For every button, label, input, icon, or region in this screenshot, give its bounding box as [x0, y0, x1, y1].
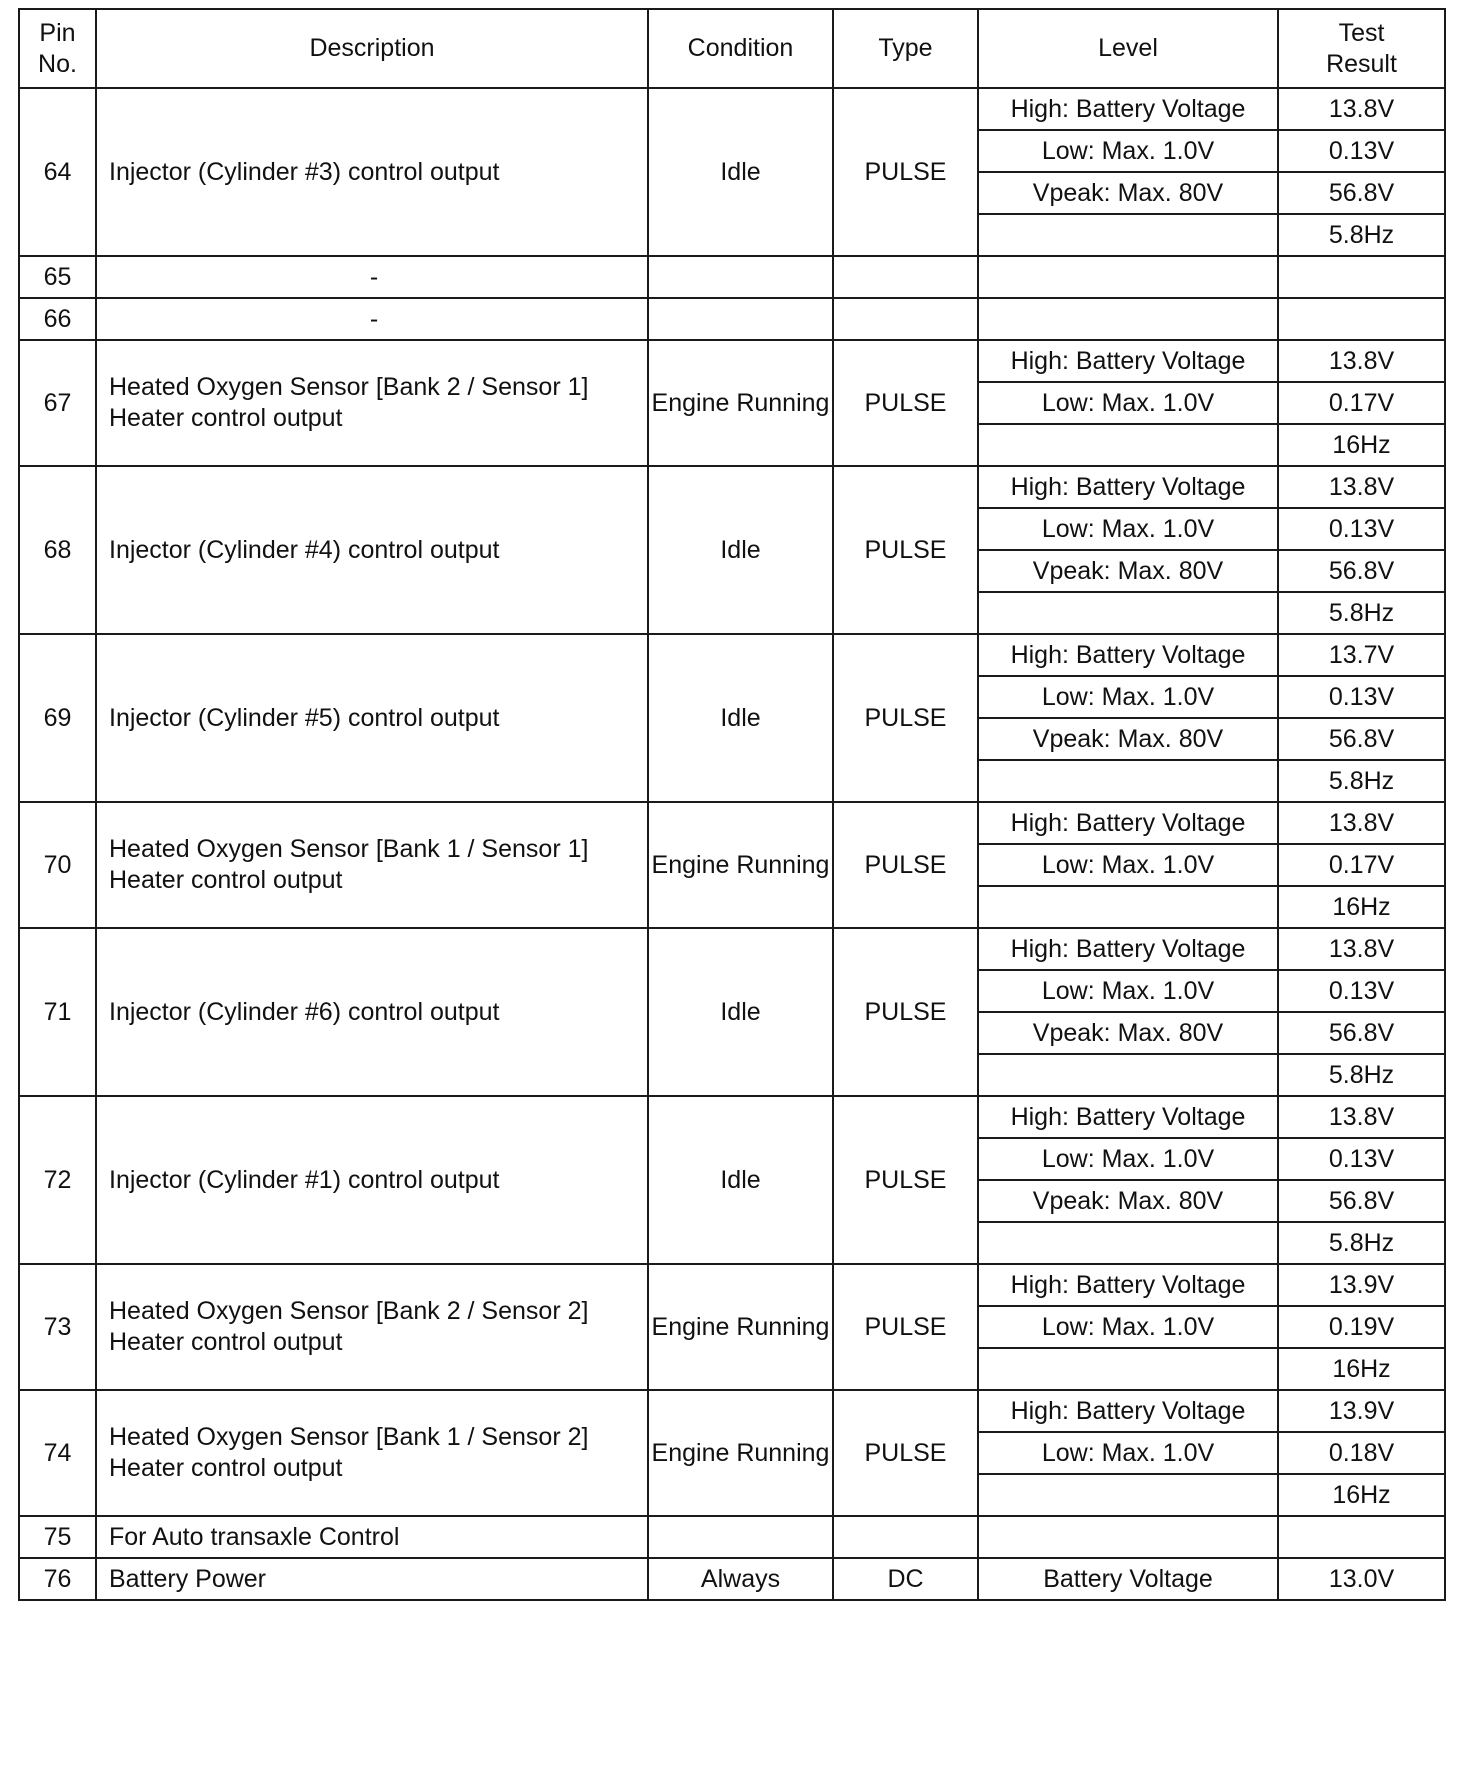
description-cell: Battery Power	[96, 1558, 648, 1600]
test-result-cell: 16Hz	[1278, 424, 1445, 466]
condition-cell: Engine Running	[648, 1264, 833, 1390]
level-cell: Low: Max. 1.0V	[978, 130, 1278, 172]
description-cell: Injector (Cylinder #5) control output	[96, 634, 648, 802]
pin-cell: 68	[19, 466, 96, 634]
table-row	[19, 802, 1445, 844]
level-cell: Vpeak: Max. 80V	[978, 172, 1278, 214]
test-result-cell: 13.8V	[1278, 802, 1445, 844]
level-cell	[978, 1054, 1278, 1096]
level-cell	[978, 592, 1278, 634]
type-cell	[833, 298, 978, 340]
pin-cell: 76	[19, 1558, 96, 1600]
level-cell: High: Battery Voltage	[978, 928, 1278, 970]
table-body	[19, 88, 1445, 1600]
description-cell: -	[96, 256, 648, 298]
table-row	[19, 256, 1445, 298]
table-header	[19, 9, 1445, 88]
level-cell: High: Battery Voltage	[978, 802, 1278, 844]
pin-cell: 74	[19, 1390, 96, 1516]
test-result-cell: 0.13V	[1278, 676, 1445, 718]
description-cell: Heated Oxygen Sensor [Bank 1 / Sensor 2] Heater control output	[96, 1390, 648, 1516]
level-cell: High: Battery Voltage	[978, 1390, 1278, 1432]
level-cell: High: Battery Voltage	[978, 634, 1278, 676]
test-result-cell: 0.13V	[1278, 1138, 1445, 1180]
pin-cell: 75	[19, 1516, 96, 1558]
test-result-cell: 5.8Hz	[1278, 1222, 1445, 1264]
description-cell: Injector (Cylinder #3) control output	[96, 88, 648, 256]
condition-cell: Idle	[648, 466, 833, 634]
pin-cell: 70	[19, 802, 96, 928]
test-result-cell: 5.8Hz	[1278, 1054, 1445, 1096]
level-cell: Low: Max. 1.0V	[978, 508, 1278, 550]
test-result-cell: 0.13V	[1278, 508, 1445, 550]
condition-cell: Engine Running	[648, 802, 833, 928]
level-cell: Low: Max. 1.0V	[978, 382, 1278, 424]
table-row	[19, 1264, 1445, 1306]
condition-cell: Engine Running	[648, 1390, 833, 1516]
level-cell: Low: Max. 1.0V	[978, 844, 1278, 886]
pin-cell: 69	[19, 634, 96, 802]
test-result-cell: 16Hz	[1278, 886, 1445, 928]
test-result-cell: 16Hz	[1278, 1348, 1445, 1390]
description-cell: Heated Oxygen Sensor [Bank 2 / Sensor 1] Heater control output	[96, 340, 648, 466]
condition-cell: Idle	[648, 1096, 833, 1264]
test-result-cell: 0.13V	[1278, 970, 1445, 1012]
level-cell	[978, 298, 1278, 340]
test-result-cell: 5.8Hz	[1278, 214, 1445, 256]
pin-cell: 67	[19, 340, 96, 466]
level-cell: Low: Max. 1.0V	[978, 1432, 1278, 1474]
test-result-cell: 56.8V	[1278, 550, 1445, 592]
level-cell: High: Battery Voltage	[978, 1264, 1278, 1306]
level-cell	[978, 424, 1278, 466]
description-cell: -	[96, 298, 648, 340]
table-row	[19, 340, 1445, 382]
type-cell: PULSE	[833, 634, 978, 802]
pin-cell: 73	[19, 1264, 96, 1390]
level-cell: Vpeak: Max. 80V	[978, 1012, 1278, 1054]
condition-cell: Idle	[648, 928, 833, 1096]
description-cell: For Auto transaxle Control	[96, 1516, 648, 1558]
level-cell	[978, 1348, 1278, 1390]
header-test-result: Test Result	[1278, 9, 1445, 88]
table-row	[19, 634, 1445, 676]
condition-cell	[648, 1516, 833, 1558]
test-result-cell: 13.0V	[1278, 1558, 1445, 1600]
level-cell: Low: Max. 1.0V	[978, 1138, 1278, 1180]
condition-cell: Always	[648, 1558, 833, 1600]
test-result-cell: 56.8V	[1278, 718, 1445, 760]
type-cell: PULSE	[833, 1264, 978, 1390]
level-cell	[978, 256, 1278, 298]
header-type: Type	[833, 9, 978, 88]
table-row	[19, 466, 1445, 508]
level-cell: Vpeak: Max. 80V	[978, 1180, 1278, 1222]
description-cell: Injector (Cylinder #4) control output	[96, 466, 648, 634]
description-cell: Injector (Cylinder #1) control output	[96, 1096, 648, 1264]
condition-cell: Idle	[648, 88, 833, 256]
type-cell: PULSE	[833, 802, 978, 928]
test-result-cell: 13.8V	[1278, 88, 1445, 130]
test-result-cell: 5.8Hz	[1278, 760, 1445, 802]
test-result-cell: 56.8V	[1278, 1180, 1445, 1222]
table-row	[19, 88, 1445, 130]
test-result-cell: 13.8V	[1278, 466, 1445, 508]
level-cell: Low: Max. 1.0V	[978, 676, 1278, 718]
pin-cell: 72	[19, 1096, 96, 1264]
type-cell: PULSE	[833, 340, 978, 466]
test-result-cell: 16Hz	[1278, 1474, 1445, 1516]
table-row	[19, 1096, 1445, 1138]
test-result-cell: 56.8V	[1278, 1012, 1445, 1054]
test-result-cell	[1278, 1516, 1445, 1558]
type-cell: DC	[833, 1558, 978, 1600]
test-result-cell: 0.19V	[1278, 1306, 1445, 1348]
test-result-cell: 5.8Hz	[1278, 592, 1445, 634]
table-row	[19, 1390, 1445, 1432]
level-cell	[978, 760, 1278, 802]
type-cell: PULSE	[833, 466, 978, 634]
level-cell: Low: Max. 1.0V	[978, 1306, 1278, 1348]
type-cell	[833, 1516, 978, 1558]
type-cell: PULSE	[833, 1096, 978, 1264]
type-cell: PULSE	[833, 928, 978, 1096]
test-result-cell: 13.8V	[1278, 928, 1445, 970]
test-result-cell	[1278, 256, 1445, 298]
level-cell: High: Battery Voltage	[978, 340, 1278, 382]
test-result-cell: 0.17V	[1278, 382, 1445, 424]
level-cell: Low: Max. 1.0V	[978, 970, 1278, 1012]
pin-cell: 66	[19, 298, 96, 340]
level-cell	[978, 1222, 1278, 1264]
test-result-cell: 13.8V	[1278, 340, 1445, 382]
header-description: Description	[96, 9, 648, 88]
level-cell	[978, 1516, 1278, 1558]
level-cell: High: Battery Voltage	[978, 88, 1278, 130]
header-level: Level	[978, 9, 1278, 88]
level-cell	[978, 1474, 1278, 1516]
table-row	[19, 1516, 1445, 1558]
description-cell: Heated Oxygen Sensor [Bank 1 / Sensor 1] Heater control output	[96, 802, 648, 928]
level-cell: Vpeak: Max. 80V	[978, 550, 1278, 592]
level-cell: Battery Voltage	[978, 1558, 1278, 1600]
level-cell: High: Battery Voltage	[978, 1096, 1278, 1138]
description-cell: Heated Oxygen Sensor [Bank 2 / Sensor 2] Heater control output	[96, 1264, 648, 1390]
condition-cell	[648, 298, 833, 340]
pin-test-table	[18, 8, 1446, 1601]
pin-cell: 71	[19, 928, 96, 1096]
level-cell: Vpeak: Max. 80V	[978, 718, 1278, 760]
condition-cell: Engine Running	[648, 340, 833, 466]
test-result-cell: 0.13V	[1278, 130, 1445, 172]
condition-cell: Idle	[648, 634, 833, 802]
header-condition: Condition	[648, 9, 833, 88]
header-pin-no: Pin No.	[19, 9, 96, 88]
test-result-cell: 13.8V	[1278, 1096, 1445, 1138]
table-row	[19, 928, 1445, 970]
test-result-cell: 13.7V	[1278, 634, 1445, 676]
pin-cell: 64	[19, 88, 96, 256]
description-cell: Injector (Cylinder #6) control output	[96, 928, 648, 1096]
header-row	[19, 9, 1445, 88]
level-cell	[978, 214, 1278, 256]
table-row	[19, 1558, 1445, 1600]
level-cell: High: Battery Voltage	[978, 466, 1278, 508]
test-result-cell: 56.8V	[1278, 172, 1445, 214]
type-cell: PULSE	[833, 1390, 978, 1516]
test-result-cell	[1278, 298, 1445, 340]
level-cell	[978, 886, 1278, 928]
type-cell: PULSE	[833, 88, 978, 256]
test-result-cell: 0.18V	[1278, 1432, 1445, 1474]
test-result-cell: 0.17V	[1278, 844, 1445, 886]
pin-cell: 65	[19, 256, 96, 298]
type-cell	[833, 256, 978, 298]
condition-cell	[648, 256, 833, 298]
test-result-cell: 13.9V	[1278, 1264, 1445, 1306]
table-row	[19, 298, 1445, 340]
test-result-cell: 13.9V	[1278, 1390, 1445, 1432]
